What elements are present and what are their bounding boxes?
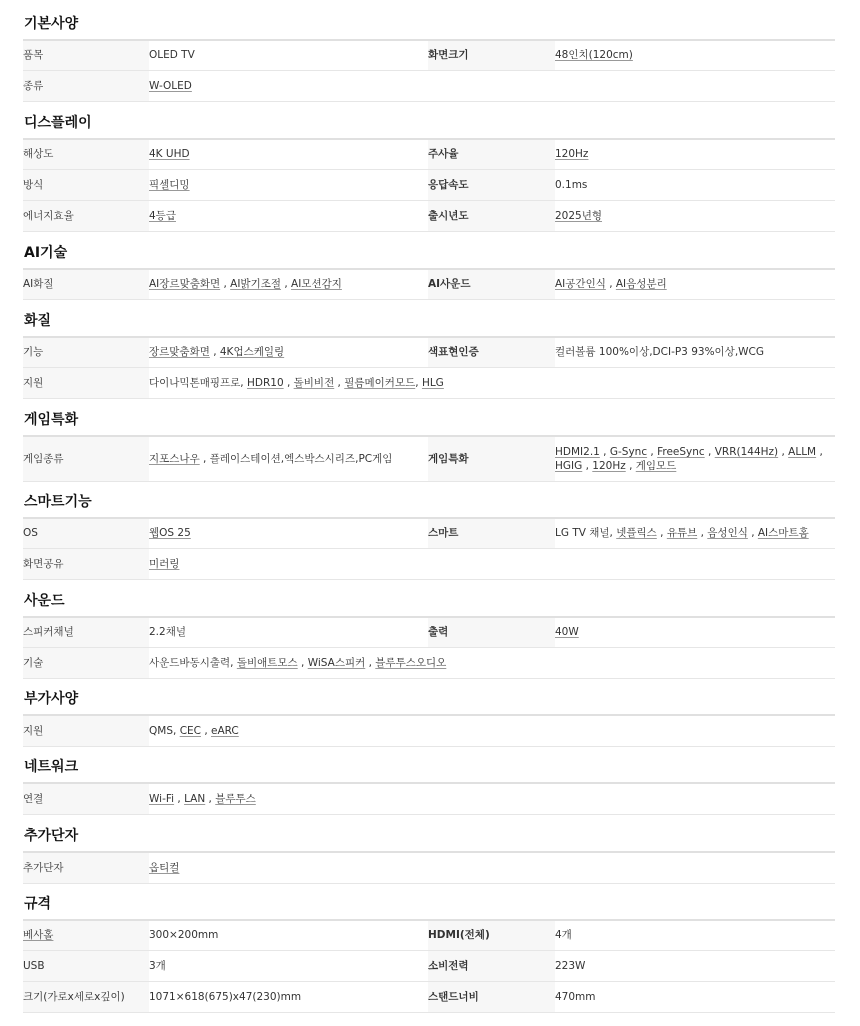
spec-label: 주사율 <box>428 139 555 169</box>
spec-label: 지원 <box>23 715 149 746</box>
spec-link[interactable]: AI장르맞춤화면 <box>149 278 221 291</box>
spec-row <box>23 920 835 950</box>
section-title: 부가사양 <box>24 691 79 707</box>
spec-value: 470mm <box>555 981 835 1012</box>
section-title: 추가단자 <box>24 828 79 844</box>
spec-link[interactable]: 돌비애트모스 <box>236 656 298 669</box>
spec-label: 크기(가로x세로x깊이) <box>23 981 149 1012</box>
spec-label: 게임특화 <box>428 436 555 481</box>
spec-row <box>23 518 835 548</box>
spec-label: 게임종류 <box>23 436 149 481</box>
spec-label: USB <box>23 950 149 981</box>
spec-link[interactable]: 옵티컬 <box>149 861 180 874</box>
spec-value: 3개 <box>149 950 428 981</box>
section-title: 네트워크 <box>24 759 79 775</box>
spec-value: 사운드바동시출력, 돌비애트모스 , WiSA스피커 , 블루투스오디오 <box>149 647 835 678</box>
spec-value: AI공간인식 , AI음성분리 <box>555 269 835 299</box>
spec-value: 0.1ms <box>555 169 835 200</box>
spec-link[interactable]: AI모션감지 <box>291 278 342 291</box>
spec-row <box>23 617 835 647</box>
spec-row <box>23 269 835 299</box>
spec-link[interactable]: W-OLED <box>149 79 192 92</box>
spec-label: 출시년도 <box>428 200 555 231</box>
spec-row <box>23 950 835 981</box>
spec-label: 방식 <box>23 169 149 200</box>
spec-link[interactable]: 필름메이커모드 <box>344 376 416 389</box>
spec-table <box>23 138 835 232</box>
spec-table <box>23 336 835 399</box>
spec-label: 추가단자 <box>23 852 149 883</box>
spec-link[interactable]: 돌비비전 <box>293 376 335 389</box>
spec-link[interactable]: 게임모드 <box>635 459 677 472</box>
spec-value <box>149 200 428 231</box>
spec-label: 스피커채널 <box>23 617 149 647</box>
spec-link[interactable]: WiSA스피커 <box>307 656 366 669</box>
section-title: 스마트기능 <box>24 494 92 510</box>
spec-row <box>23 70 835 101</box>
spec-value <box>555 139 835 169</box>
spec-link[interactable]: 음성인식 <box>707 527 748 540</box>
spec-value <box>149 70 835 101</box>
spec-link[interactable]: 픽셀디밍 <box>149 178 190 191</box>
spec-value: Wi-Fi , LAN , 블루투스 <box>149 783 835 814</box>
spec-label: 에너지효율 <box>23 200 149 231</box>
spec-link[interactable]: eARC <box>211 724 239 737</box>
spec-table <box>23 268 835 300</box>
spec-link[interactable]: QMS <box>149 724 173 737</box>
spec-label: 품목 <box>23 40 149 70</box>
spec-label: HDMI(전체) <box>428 920 555 950</box>
spec-row <box>23 548 835 579</box>
spec-label: 소비전력 <box>428 950 555 981</box>
spec-label: 스탠드너비 <box>428 981 555 1012</box>
spec-value <box>149 852 835 883</box>
spec-label: 색표현인증 <box>428 337 555 367</box>
spec-link[interactable]: 120Hz <box>592 459 626 472</box>
spec-table <box>23 851 835 884</box>
spec-label: 기능 <box>23 337 149 367</box>
spec-row <box>23 981 835 1012</box>
spec-link[interactable]: 4K UHD <box>149 148 190 161</box>
spec-value <box>555 617 835 647</box>
spec-link[interactable]: 유튜브 <box>666 527 698 540</box>
spec-row <box>23 200 835 231</box>
spec-link[interactable]: LG TV 채널 <box>555 527 610 540</box>
spec-value <box>149 139 428 169</box>
spec-value <box>555 40 835 70</box>
spec-link[interactable]: CEC <box>179 724 201 737</box>
spec-table <box>23 782 835 815</box>
spec-value: 다이나믹톤매핑프로, HDR10 , 돌비비전 , 필름메이커모드, HLG <box>149 367 835 398</box>
spec-value: 2.2채널 <box>149 617 428 647</box>
spec-label: 출력 <box>428 617 555 647</box>
spec-value: QMS, CEC , eARC <box>149 715 835 746</box>
spec-row <box>23 852 835 883</box>
spec-value <box>149 548 835 579</box>
spec-row <box>23 436 835 481</box>
spec-link[interactable]: 40W <box>555 626 579 639</box>
spec-link[interactable]: 4등급 <box>149 209 176 222</box>
spec-row <box>23 647 835 678</box>
spec-label: 기술 <box>23 647 149 678</box>
spec-link[interactable]: 4K업스케일링 <box>219 346 285 359</box>
spec-link[interactable]: HDMI2.1 <box>555 445 600 458</box>
spec-value: 223W <box>555 950 835 981</box>
spec-value: OLED TV <box>149 40 428 70</box>
spec-link[interactable]: 다이나믹톤매핑프로 <box>149 376 241 389</box>
spec-table <box>23 517 835 580</box>
spec-label: 스마트 <box>428 518 555 548</box>
spec-value: 4개 <box>555 920 835 950</box>
spec-value <box>149 518 428 548</box>
spec-link[interactable]: 48인치(120cm) <box>555 49 633 62</box>
section-title: 규격 <box>24 896 52 912</box>
spec-link[interactable]: AI음성분리 <box>615 278 667 291</box>
spec-value: 컬러볼륨 100%이상,DCI-P3 93%이상,WCG <box>555 337 835 367</box>
spec-value: 1071×618(675)x47(230)mm <box>149 981 428 1012</box>
spec-table <box>23 714 835 747</box>
section-title: 디스플레이 <box>24 115 92 131</box>
spec-value: LG TV 채널, 넷플릭스 , 유튜브 , 음성인식 , AI스마트홈 <box>555 518 835 548</box>
section-title: 게임특화 <box>24 412 79 428</box>
spec-link[interactable]: HDR10 <box>246 376 284 389</box>
spec-link[interactable]: 블루투스오디오 <box>375 656 447 669</box>
spec-link[interactable]: AI공간인식 <box>555 278 606 291</box>
spec-label: 종류 <box>23 70 149 101</box>
spec-row <box>23 139 835 169</box>
spec-row <box>23 40 835 70</box>
spec-link[interactable]: 장르맞춤화면 <box>149 346 210 359</box>
spec-table <box>23 39 835 102</box>
spec-value: AI장르맞춤화면 , AI밝기조절 , AI모션감지 <box>149 269 428 299</box>
spec-value: HDMI2.1 , G-Sync , FreeSync , VRR(144Hz) , ALLM , HGIG , 120Hz , 게임모드 <box>555 436 835 481</box>
spec-link[interactable]: 미러링 <box>149 557 180 570</box>
spec-value: 지포스나우 , 플레이스테이션,엑스박스시리즈,PC게임 <box>149 436 428 481</box>
spec-row <box>23 715 835 746</box>
section-title: 화질 <box>24 313 52 329</box>
section-title: AI기술 <box>24 245 68 261</box>
spec-table <box>23 616 835 679</box>
spec-label: 화면크기 <box>428 40 555 70</box>
spec-row <box>23 367 835 398</box>
spec-label: 지원 <box>23 367 149 398</box>
spec-link[interactable]: 웹OS 25 <box>149 527 191 540</box>
spec-table <box>23 919 835 1013</box>
spec-link[interactable]: AI스마트홈 <box>757 527 809 540</box>
spec-row <box>23 783 835 814</box>
spec-row <box>23 337 835 367</box>
spec-link[interactable]: HLG <box>421 376 444 389</box>
spec-link[interactable]: G-Sync <box>609 445 648 458</box>
spec-label: AI화질 <box>23 269 149 299</box>
section-title: 사운드 <box>24 593 65 609</box>
spec-link[interactable]: 넷플릭스 <box>616 527 657 540</box>
spec-link[interactable]: 사운드바동시출력 <box>149 656 231 669</box>
spec-value <box>149 169 428 200</box>
spec-link[interactable]: 블루투스 <box>215 792 256 805</box>
spec-link[interactable]: 120Hz <box>555 148 589 161</box>
spec-link[interactable]: VRR(144Hz) <box>714 445 779 458</box>
spec-link[interactable]: 지포스나우 <box>149 452 200 465</box>
spec-row <box>23 169 835 200</box>
spec-label: 화면공유 <box>23 548 149 579</box>
spec-link[interactable]: HGIG <box>555 459 583 472</box>
spec-label: 해상도 <box>23 139 149 169</box>
spec-link[interactable]: Wi-Fi <box>149 792 175 805</box>
spec-link[interactable]: 2025년형 <box>555 209 603 222</box>
spec-table <box>23 435 835 482</box>
spec-link[interactable]: PC게임 <box>358 452 393 465</box>
spec-label: 베사홀 <box>23 920 149 950</box>
spec-link[interactable]: LAN <box>184 792 206 805</box>
spec-link[interactable]: 엑스박스시리즈 <box>284 452 356 465</box>
section-title: 기본사양 <box>24 16 79 32</box>
spec-link[interactable]: AI밝기조절 <box>230 278 282 291</box>
spec-link[interactable]: 플레이스테이션 <box>209 452 281 465</box>
spec-value <box>555 200 835 231</box>
spec-label: OS <box>23 518 149 548</box>
spec-label: AI사운드 <box>428 269 555 299</box>
spec-value: 장르맞춤화면 , 4K업스케일링 <box>149 337 428 367</box>
spec-link[interactable]: FreeSync <box>657 445 705 458</box>
spec-value: 300×200mm <box>149 920 428 950</box>
spec-link[interactable]: ALLM <box>788 445 817 458</box>
spec-label: 연결 <box>23 783 149 814</box>
spec-label: 응답속도 <box>428 169 555 200</box>
